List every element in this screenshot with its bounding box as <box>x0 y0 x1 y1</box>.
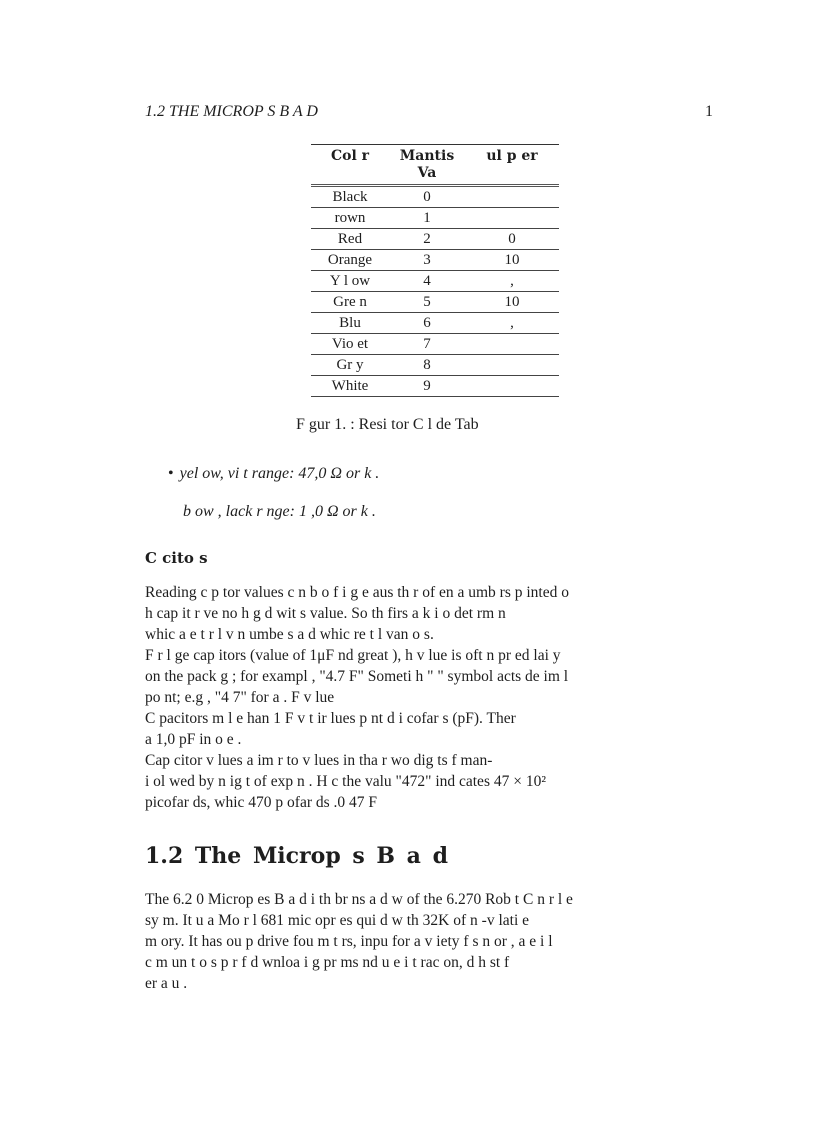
text-line: on the pack g ; for exampl , "4.7 F" Someti h " " symbol acts de im l <box>145 668 569 685</box>
table-cell: 6 <box>389 313 465 334</box>
running-header-title: 1.2 THE MICROP S B A D <box>145 103 318 120</box>
section-heading: 1.2 The Microp s B a d <box>145 843 448 869</box>
text-line: er a u . <box>145 975 188 992</box>
table-cell: 10 <box>465 250 559 271</box>
page-number: 1 <box>705 103 713 120</box>
table-cell <box>465 208 559 229</box>
table-cell: Vio et <box>311 334 389 355</box>
subsection-heading: C cito s <box>145 549 208 567</box>
table-column-header: Mantis Va <box>389 145 465 186</box>
resistor-color-table <box>311 144 559 397</box>
table-cell: Black <box>311 186 389 208</box>
text-line: a 1,0 pF in o e . <box>145 731 242 748</box>
table-column-header: ul p er <box>465 145 559 186</box>
table-cell: 1 <box>389 208 465 229</box>
table-row <box>311 271 559 292</box>
bullet-dot-icon: • <box>168 465 174 482</box>
table-cell <box>465 355 559 376</box>
table-cell: Y l ow <box>311 271 389 292</box>
table-cell <box>465 334 559 355</box>
table-cell: Gre n <box>311 292 389 313</box>
body-paragraphs <box>145 582 725 813</box>
table-cell: Red <box>311 229 389 250</box>
table-cell: White <box>311 376 389 397</box>
table-cell <box>465 376 559 397</box>
bullet-item <box>183 503 583 521</box>
table-cell: 2 <box>389 229 465 250</box>
table-cell: rown <box>311 208 389 229</box>
table-row <box>311 292 559 313</box>
table-cell: Orange <box>311 250 389 271</box>
table-row <box>311 208 559 229</box>
table-row <box>311 334 559 355</box>
table-cell: , <box>465 313 559 334</box>
table-row <box>311 376 559 397</box>
table-column-header: Col r <box>311 145 389 186</box>
table-cell: 7 <box>389 334 465 355</box>
figure-caption: F gur 1. : Resi tor C l de Tab <box>296 416 479 433</box>
text-line: m ory. It has ou p drive fou m t rs, inpu for a v iety f s n or , a e i l <box>145 933 553 950</box>
text-line: i ol wed by n ig t of exp n . H c the valu "472" ind cates 47 × 10² <box>145 773 546 790</box>
table-cell <box>465 186 559 208</box>
table-cell: 4 <box>389 271 465 292</box>
table-cell: 10 <box>465 292 559 313</box>
text-line: h cap it r ve no h g d wit s value. So th firs a k i o det rm n <box>145 605 506 622</box>
table-cell: 0 <box>465 229 559 250</box>
table-row <box>311 229 559 250</box>
text-line: c m un t o s p r f d wnloa i g pr ms nd u e i t rac on, d h st f <box>145 954 510 971</box>
table-header-row <box>311 145 559 186</box>
text-line: sy m. It u a Mo r l 681 mic opr es qui d w th 32K of n -v lati e <box>145 912 530 929</box>
table-row <box>311 355 559 376</box>
text-line: Cap citor v lues a im r to v lues in tha r wo dig ts f man- <box>145 752 493 769</box>
bullet-text: b ow , lack r nge: 1 ,0 Ω or k . <box>183 503 376 520</box>
table-cell: 0 <box>389 186 465 208</box>
table-row <box>311 250 559 271</box>
text-line: C pacitors m l e han 1 F v t ir lues p nt d i cofar s (pF). Ther <box>145 710 516 727</box>
table-cell: 5 <box>389 292 465 313</box>
bullet-text: yel ow, vi t range: 47,0 Ω or k . <box>179 465 380 482</box>
table-cell: 9 <box>389 376 465 397</box>
text-line: whic a e t r l v n umbe s a d whic re t l van o s. <box>145 626 434 643</box>
table-cell: Gr y <box>311 355 389 376</box>
text-line: po nt; e.g , "4 7" for a . F v lue <box>145 689 335 706</box>
table-row <box>311 313 559 334</box>
text-line: F r l ge cap itors (value of 1μF nd great ), h v lue is oft n pr ed lai y <box>145 647 561 664</box>
text-line: Reading c p tor values c n b o f i g e aus th r of en a umb rs p inted o <box>145 584 569 601</box>
table-cell: 8 <box>389 355 465 376</box>
table-cell: 3 <box>389 250 465 271</box>
text-line: The 6.2 0 Microp es B a d i th br ns a d w of the 6.270 Rob t C n r l e <box>145 891 573 908</box>
bullet-item <box>168 465 568 483</box>
section-paragraph <box>145 889 725 994</box>
table-cell: Blu <box>311 313 389 334</box>
text-line: picofar ds, whic 470 p ofar ds .0 47 F <box>145 794 378 811</box>
table-row <box>311 186 559 208</box>
table-cell: , <box>465 271 559 292</box>
